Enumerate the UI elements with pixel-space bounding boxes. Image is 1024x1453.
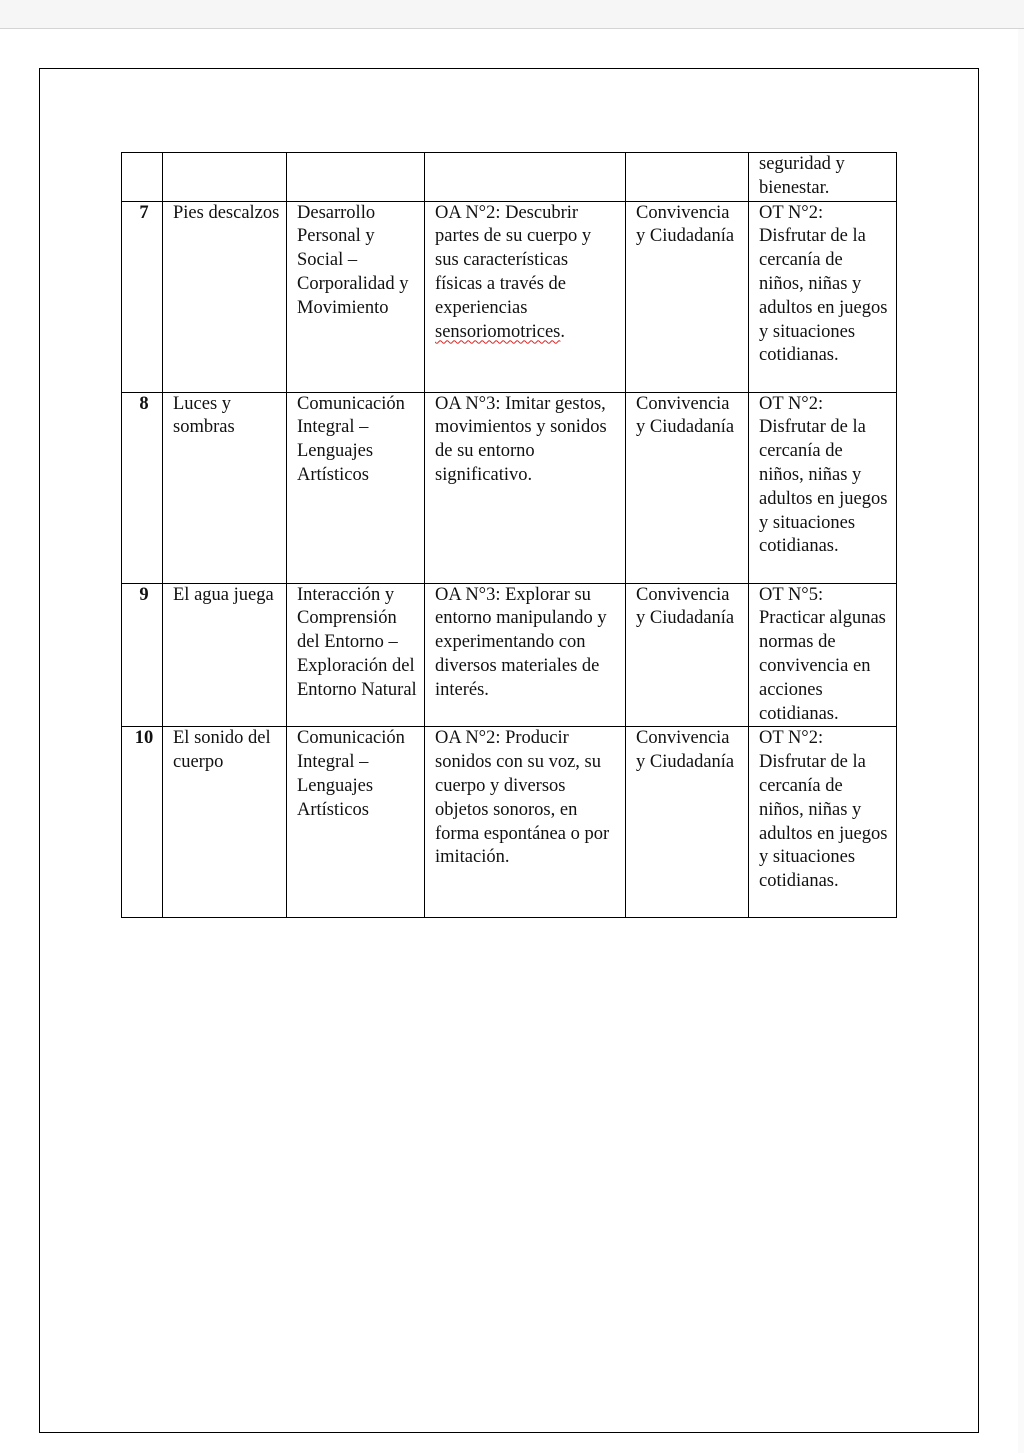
oa-text-tail: . <box>560 321 565 342</box>
misspelled-word: sensoriomotrices <box>435 321 561 342</box>
cell-oa <box>425 153 626 202</box>
cell-nucleo <box>626 153 749 202</box>
cell-area: Comunicación Integral – Lenguajes Artísticos <box>287 727 425 918</box>
cell-area: Desarrollo Personal y Social – Corporalidad y Movimiento <box>287 201 425 392</box>
cell-oa: OA N°2: Producir sonidos con su voz, su cuerpo y diversos objetos sonoros, en forma espontánea o por imitación. <box>425 727 626 918</box>
planning-table <box>121 152 897 918</box>
cell-oa: OA N°3: Imitar gestos, movimientos y sonidos de su entorno significativo. <box>425 392 626 583</box>
cell-nucleo: Convivencia y Ciudadanía <box>626 201 749 392</box>
cell-number: 7 <box>122 201 163 392</box>
cell-number: 9 <box>122 583 163 727</box>
cell-activity-title <box>163 153 287 202</box>
cell-ot: OT N°2: Disfrutar de la cercanía de niños, niñas y adultos en juegos y situaciones cotidianas. <box>749 727 897 918</box>
table-row-continuation <box>122 153 897 202</box>
cell-nucleo: Convivencia y Ciudadanía <box>626 392 749 583</box>
cell-nucleo: Convivencia y Ciudadanía <box>626 727 749 918</box>
cell-ot: OT N°2: Disfrutar de la cercanía de niños, niñas y adultos en juegos y situaciones cotidianas. <box>749 201 897 392</box>
cell-ot: OT N°2: Disfrutar de la cercanía de niños, niñas y adultos en juegos y situaciones cotidianas. <box>749 392 897 583</box>
cell-activity-title: El sonido del cuerpo <box>163 727 287 918</box>
cell-area <box>287 153 425 202</box>
table-row <box>122 201 897 392</box>
document-page <box>39 68 979 1433</box>
cell-number: 8 <box>122 392 163 583</box>
table-row <box>122 727 897 918</box>
cell-activity-title: Pies descalzos <box>163 201 287 392</box>
cell-ot: OT N°5: Practicar algunas normas de convivencia en acciones cotidianas. <box>749 583 897 727</box>
cell-activity-title: Luces y sombras <box>163 392 287 583</box>
oa-text: OA N°2: Descubrir partes de su cuerpo y sus características físicas a través de experiencias <box>435 202 592 318</box>
cell-number: 10 <box>122 727 163 918</box>
cell-area: Comunicación Integral – Lenguajes Artísticos <box>287 392 425 583</box>
viewer-toolbar <box>0 0 1024 29</box>
table-row <box>122 583 897 727</box>
cell-activity-title: El agua juega <box>163 583 287 727</box>
scroll-gutter <box>1018 29 1024 1453</box>
cell-oa <box>425 201 626 392</box>
cell-number <box>122 153 163 202</box>
cell-area: Interacción y Comprensión del Entorno – Exploración del Entorno Natural <box>287 583 425 727</box>
cell-ot: seguridad y bienestar. <box>749 153 897 202</box>
table-row <box>122 392 897 583</box>
cell-nucleo: Convivencia y Ciudadanía <box>626 583 749 727</box>
cell-oa: OA N°3: Explorar su entorno manipulando y experimentando con diversos materiales de interés. <box>425 583 626 727</box>
